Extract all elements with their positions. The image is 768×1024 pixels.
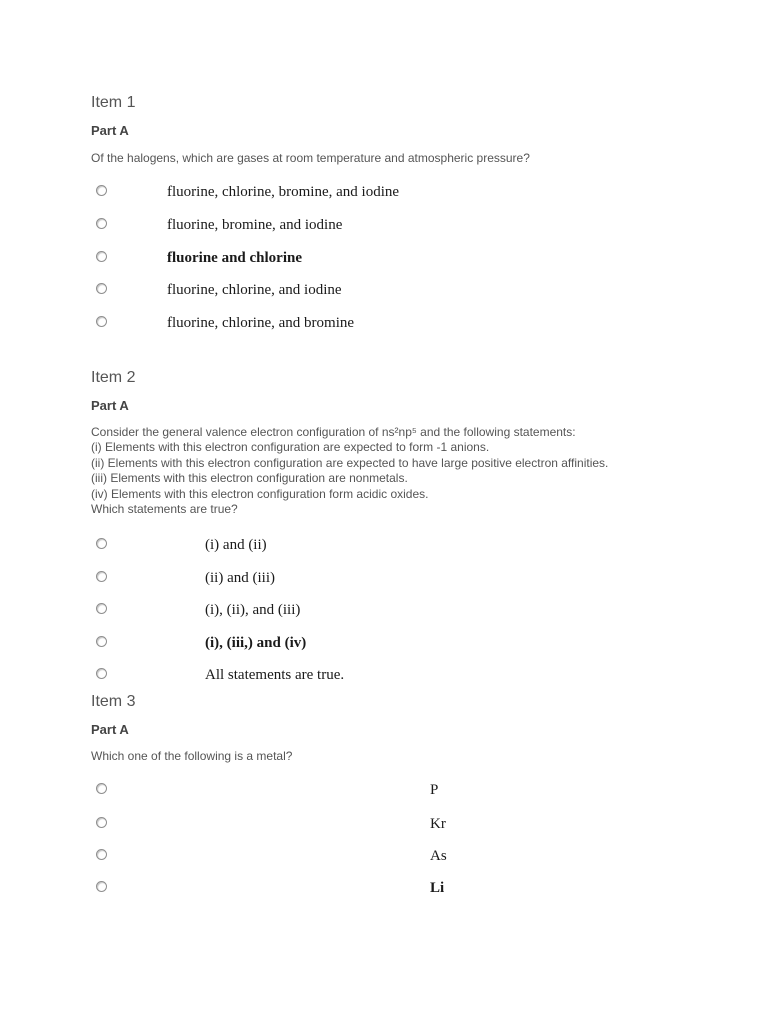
answer-option-label: (ii) and (iii) xyxy=(205,570,275,586)
answer-option-label: Kr xyxy=(430,816,446,832)
answer-option-label: fluorine, chlorine, bromine, and iodine xyxy=(167,184,400,200)
question-line: Of the halogens, which are gases at room temperature and atmospheric pressure? xyxy=(91,151,530,165)
answer-option-label: fluorine, bromine, and iodine xyxy=(167,217,343,233)
answer-radio[interactable] xyxy=(96,283,107,294)
item-title: Item 3 xyxy=(91,693,136,710)
answer-option[interactable] xyxy=(0,183,768,201)
answer-radio[interactable] xyxy=(96,636,107,647)
answer-radio[interactable] xyxy=(96,218,107,229)
answer-option-label: fluorine, chlorine, and bromine xyxy=(167,315,355,331)
question-line: Which statements are true? xyxy=(91,502,238,517)
answer-option-label: Li xyxy=(430,880,445,896)
question-line: Consider the general valence electron configuration of ns²np⁵ and the following statements: xyxy=(91,425,576,439)
answer-option[interactable] xyxy=(0,781,768,799)
answer-radio[interactable] xyxy=(96,668,107,679)
question-text xyxy=(91,425,608,517)
item-title: Item 2 xyxy=(91,369,136,386)
question-line: (i) Elements with this electron configuration are expected to form -1 anions. xyxy=(91,440,490,455)
answer-radio[interactable] xyxy=(96,881,107,892)
answer-option[interactable] xyxy=(0,314,768,332)
question-text xyxy=(91,151,530,165)
answer-option[interactable] xyxy=(0,666,768,684)
answer-option-label: All statements are true. xyxy=(205,667,345,683)
question-line: (iv) Elements with this electron configuration form acidic oxides. xyxy=(91,486,429,501)
answer-option-label: (i), (ii), and (iii) xyxy=(205,602,301,618)
answer-option[interactable] xyxy=(0,815,768,833)
answer-radio[interactable] xyxy=(96,316,107,327)
answer-option-label: fluorine, chlorine, and iodine xyxy=(167,282,342,298)
answer-option-label: (i) and (ii) xyxy=(205,537,267,553)
answer-radio[interactable] xyxy=(96,538,107,549)
question-text xyxy=(91,749,292,763)
answer-option[interactable] xyxy=(0,249,768,267)
answer-radio[interactable] xyxy=(96,817,107,828)
answer-option[interactable] xyxy=(0,879,768,897)
item-title: Item 1 xyxy=(91,94,136,111)
answer-option[interactable] xyxy=(0,216,768,234)
answer-radio[interactable] xyxy=(96,783,107,794)
answer-option-label: (i), (iii,) and (iv) xyxy=(205,635,307,651)
answer-option-label: P xyxy=(430,782,439,798)
answer-radio[interactable] xyxy=(96,849,107,860)
part-label: Part A xyxy=(91,123,129,138)
answer-option[interactable] xyxy=(0,569,768,587)
answer-radio[interactable] xyxy=(96,251,107,262)
answer-radio[interactable] xyxy=(96,571,107,582)
answer-radio[interactable] xyxy=(96,185,107,196)
answer-option[interactable] xyxy=(0,601,768,619)
question-line: Which one of the following is a metal? xyxy=(91,749,293,763)
answer-option-label: As xyxy=(430,848,447,864)
answer-option[interactable] xyxy=(0,847,768,865)
answer-option-label: fluorine and chlorine xyxy=(167,250,303,266)
part-label: Part A xyxy=(91,398,129,413)
answer-radio[interactable] xyxy=(96,603,107,614)
question-line: (ii) Elements with this electron configuration are expected to have large positive electron affinities. xyxy=(91,455,609,470)
answer-option[interactable] xyxy=(0,536,768,554)
answer-option[interactable] xyxy=(0,634,768,652)
answer-option[interactable] xyxy=(0,281,768,299)
part-label: Part A xyxy=(91,722,129,737)
question-line: (iii) Elements with this electron configuration are nonmetals. xyxy=(91,471,408,486)
